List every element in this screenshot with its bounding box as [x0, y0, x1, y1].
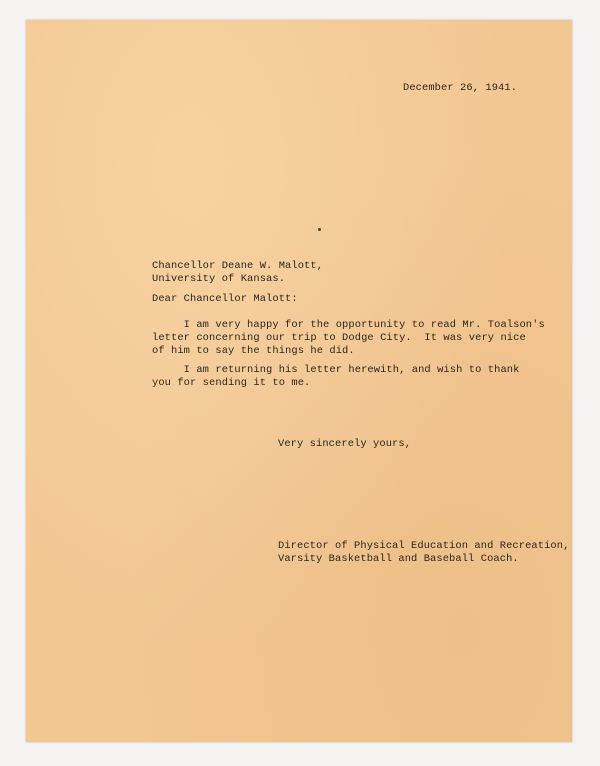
paper-speck: [318, 228, 321, 231]
signature-block: [278, 540, 569, 566]
body-paragraph-1: [152, 319, 545, 357]
signature-title-line: Director of Physical Education and Recreation,: [278, 540, 570, 552]
body-line: of him to say the things he did.: [152, 344, 355, 357]
body-line: I am returning his letter herewith, and wish to thank: [152, 364, 520, 376]
body-line: I am very happy for the opportunity to read Mr. Toalson's: [152, 319, 545, 331]
body-paragraph-2: [152, 364, 519, 390]
body-line: letter concerning our trip to Dodge City. It was very nice: [152, 331, 526, 344]
recipient-line: University of Kansas.: [152, 272, 286, 285]
letter-date: December 26, 1941.: [403, 82, 518, 94]
complimentary-closing: Very sincerely yours,: [278, 438, 412, 450]
body-line: you for sending it to me.: [152, 376, 311, 389]
recipient-line: Chancellor Deane W. Malott,: [152, 260, 324, 272]
letter-paper: [26, 20, 572, 742]
recipient-address: [152, 260, 323, 286]
salutation: Dear Chancellor Malott:: [152, 293, 298, 305]
signature-title-line: Varsity Basketball and Baseball Coach.: [278, 552, 519, 565]
